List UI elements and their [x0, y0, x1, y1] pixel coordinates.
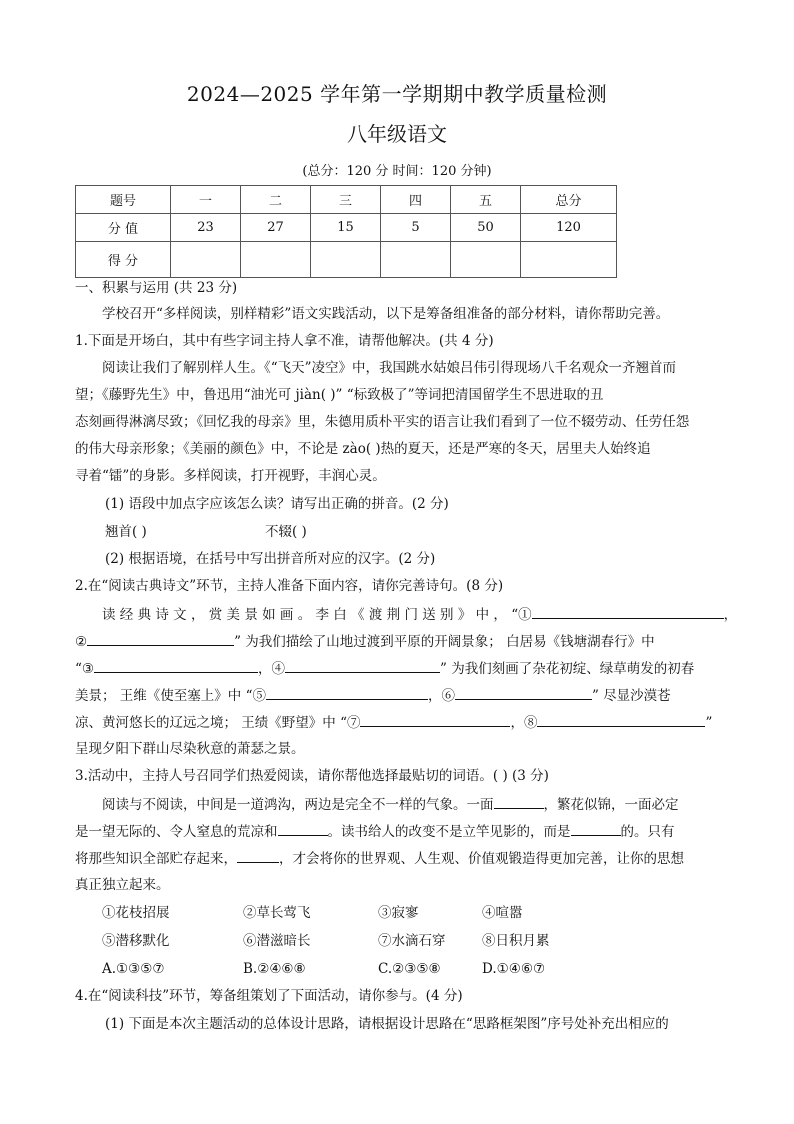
poem-text: 凉、黄河悠长的辽远之境； 王绩《野望》中 “⑦ — [75, 715, 361, 731]
exam-subtitle: 八年级语文 — [347, 122, 447, 146]
choice-b[interactable]: B.②④⑥⑧ — [243, 961, 306, 977]
poem-blank-5[interactable] — [266, 685, 428, 700]
passage-line: 望；《藤野先生》中，鲁迅用“油光可 jiàn( )” “标致极了”等词把清国留学生不思进取的丑 — [75, 387, 604, 403]
poem-text: ” 为我们刻画了杂花初绽、绿草萌发的初春 — [440, 661, 695, 677]
option-item: ①花枝招展 — [102, 905, 170, 921]
passage-text: 。读书给人的改变不是立竿见影的，而是 — [327, 824, 571, 840]
poem-line-2 — [75, 631, 655, 652]
table-cell: 四 — [381, 186, 451, 214]
poem-blank-8[interactable] — [537, 712, 705, 727]
poem-text: ，⑥ — [427, 688, 455, 704]
passage-line: 的伟大母亲形象；《美丽的颜色》中，不论是 zào( )热的夏天，还是严寒的冬天，居里夫人始终追 — [75, 441, 651, 457]
passage-line: 阅读让我们了解别样人生。《“飞天”凌空》中，我国跳水姑娘吕伟引得现场八千名观众一齐翘首而 — [102, 360, 677, 376]
question-stem: 3.活动中，主持人号召同学们热爱阅读，请你帮他选择最贴切的词语。( ) (3 分) — [75, 768, 549, 784]
score-table — [75, 185, 617, 278]
poem-text: ， — [723, 607, 738, 623]
passage-text: 是一望无际的、令人窒息的荒凉和 — [75, 824, 278, 840]
table-cell: 23 — [171, 214, 241, 242]
choice-c[interactable]: C.②③⑤⑧ — [378, 961, 441, 977]
passage-text: 阅读与不阅读，中间是一道鸿沟，两边是完全不一样的气象。一面 — [102, 797, 494, 813]
passage-line: 态刻画得淋漓尽致；《回忆我的母亲》里，朱德用质朴平实的语言让我们看到了一位不辍劳动、任劳任怨 — [75, 414, 690, 430]
passage-line: 寻着“镭”的身影。多样阅读，打开视野，丰润心灵。 — [75, 468, 386, 484]
option-item: ④喧嚣 — [482, 905, 523, 921]
word-blank-1[interactable] — [494, 794, 544, 809]
option-item: ②草长莺飞 — [243, 905, 311, 921]
table-cell: 120 — [521, 214, 617, 242]
passage-line: 真正独立起来。 — [75, 877, 170, 893]
table-row — [76, 186, 617, 214]
table-cell: 50 — [451, 214, 521, 242]
option-item: ⑦水滴石穿 — [378, 933, 446, 949]
question-stem: 4.在“阅读科技”环节，筹备组策划了下面活动，请你参与。(4 分) — [75, 988, 463, 1004]
poem-text: ” 尽显沙漠苍 — [591, 688, 671, 704]
table-cell: 27 — [241, 214, 311, 242]
poem-blank-6[interactable] — [455, 685, 592, 700]
section-heading: 一、积累与运用 (共 23 分) — [75, 280, 238, 296]
question-stem: 2.在“阅读古典诗文”环节，主持人准备下面内容，请你完善诗句。(8 分) — [75, 578, 504, 594]
sub-question: (1) 下面是本次主题活动的总体设计思路，请根据设计思路在“思路框架图”序号处补充出相应的 — [105, 1016, 669, 1032]
table-cell: 15 — [311, 214, 381, 242]
table-cell: 总分 — [521, 186, 617, 214]
poem-text: 美景； 王维《使至塞上》中 “⑤ — [75, 688, 266, 704]
passage-text: 将那些知识全部贮存起来， — [75, 851, 237, 867]
table-cell: 5 — [381, 214, 451, 242]
table-cell: 分 值 — [76, 214, 171, 242]
option-item: ⑧日积月累 — [482, 933, 550, 949]
table-cell: 题号 — [76, 186, 171, 214]
score-input-cell[interactable] — [241, 242, 311, 278]
table-cell: 一 — [171, 186, 241, 214]
poem-blank-7[interactable] — [360, 712, 510, 727]
poem-blank-2[interactable] — [87, 631, 234, 646]
table-row — [76, 214, 617, 242]
score-input-cell[interactable] — [311, 242, 381, 278]
passage-line — [75, 848, 684, 869]
option-item: ⑥潜滋暗长 — [243, 933, 311, 949]
poem-blank-4[interactable] — [285, 658, 440, 673]
passage-line — [75, 821, 675, 842]
poem-text: ，④ — [258, 661, 286, 677]
sub-question: (1) 语段中加点字应该怎么读？请写出正确的拼音。(2 分) — [105, 496, 449, 512]
question-stem: 1.下面是开场白，其中有些字词主持人拿不准，请帮他解决。(共 4 分) — [75, 333, 494, 349]
poem-line-1 — [102, 604, 737, 625]
score-input-cell[interactable] — [381, 242, 451, 278]
pinyin-answer-2[interactable]: 不辍( ) — [265, 524, 307, 540]
table-cell: 得 分 — [76, 242, 171, 278]
choice-a[interactable]: A.①③⑤⑦ — [102, 961, 165, 977]
poem-text: ② — [75, 634, 88, 650]
poem-line-5 — [75, 712, 712, 733]
passage-text: 的。只有 — [620, 824, 675, 840]
score-input-cell[interactable] — [451, 242, 521, 278]
option-item: ⑤潜移默化 — [102, 933, 170, 949]
poem-text: ” 为我们描绘了山地过渡到平原的开阔景象； 白居易《钱塘湖春行》中 — [234, 634, 655, 650]
passage-text: ，才会将你的世界观、人生观、价值观锻造得更加完善，让你的思想 — [279, 851, 684, 867]
table-row — [76, 242, 617, 278]
passage-text: ，繁花似锦，一面必定 — [543, 797, 679, 813]
choice-d[interactable]: D.①④⑥⑦ — [482, 961, 546, 977]
passage-line — [102, 794, 679, 815]
sub-question: (2) 根据语境，在括号中写出拼音所对应的汉字。(2 分) — [105, 551, 436, 567]
pinyin-answer-1[interactable]: 翘首( ) — [105, 524, 147, 540]
poem-line-4 — [75, 685, 671, 706]
poem-text: “③ — [75, 661, 95, 677]
word-blank-3[interactable] — [571, 821, 621, 836]
word-blank-4[interactable] — [237, 848, 279, 863]
poem-blank-3[interactable] — [94, 658, 258, 673]
poem-text: 读 经 典 诗 文 ， 赏 美 景 如 画 。 李 白 《 渡 荆 门 送 别 》 中 ， “① — [102, 607, 532, 623]
poem-text: ” — [705, 715, 713, 731]
exam-meta: (总分：120 分 时间：120 分钟) — [302, 164, 492, 179]
score-input-cell[interactable] — [521, 242, 617, 278]
section-intro: 学校召开“多样阅读，别样精彩”语文实践活动，以下是筹备组准备的部分材料，请你帮助完善。 — [102, 306, 670, 322]
poem-text: ，⑧ — [510, 715, 538, 731]
score-input-cell[interactable] — [171, 242, 241, 278]
table-cell: 三 — [311, 186, 381, 214]
option-item: ③寂寥 — [378, 905, 419, 921]
table-cell: 五 — [451, 186, 521, 214]
word-blank-2[interactable] — [278, 821, 328, 836]
poem-line-3 — [75, 658, 694, 679]
table-cell: 二 — [241, 186, 311, 214]
poem-line-6: 呈现夕阳下群山尽染秋意的萧瑟之景。 — [75, 741, 305, 757]
poem-blank-1[interactable] — [532, 604, 724, 619]
exam-title: 2024—2025 学年第一学期期中教学质量检测 — [186, 82, 608, 106]
